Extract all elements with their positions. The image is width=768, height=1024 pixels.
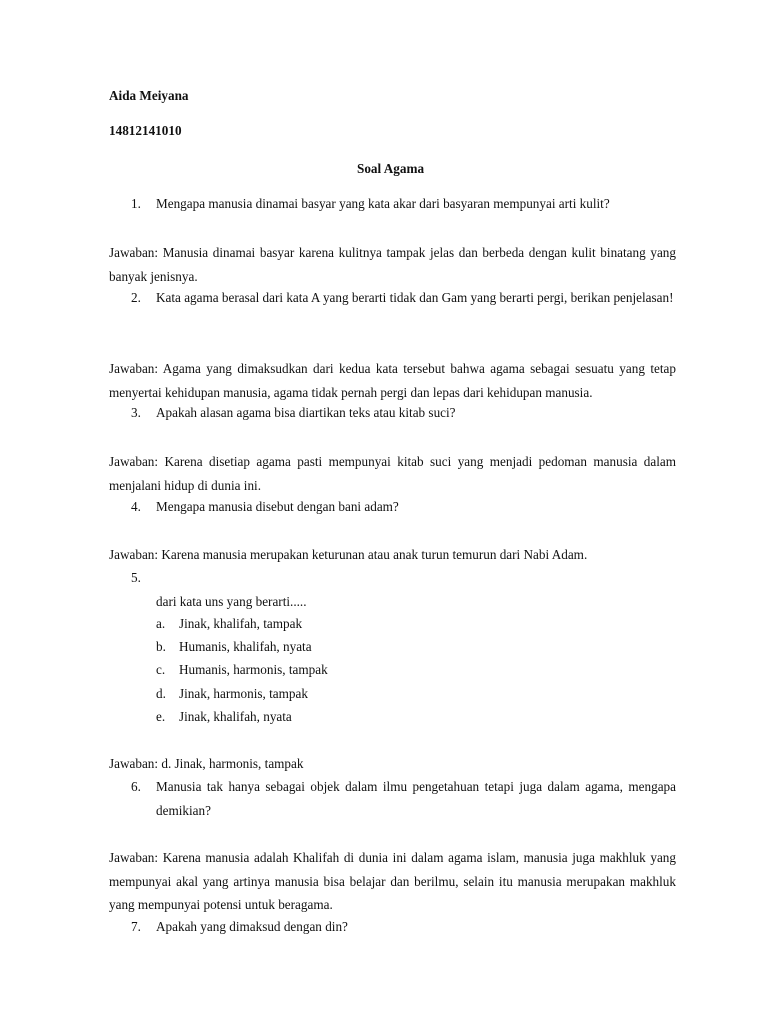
- option-letter-b: b.: [156, 639, 166, 654]
- option-text-c: Humanis, harmonis, tampak: [179, 662, 328, 677]
- answer-1: Jawaban: Manusia dinamai basyar karena kulitnya tampak jelas dan berbeda dengan kulit binatang yang banyak jenisnya.: [109, 245, 676, 284]
- author-name: Aida Meiyana: [109, 88, 189, 103]
- question-number-1: 1.: [131, 196, 141, 211]
- document-title: Soal Agama: [357, 161, 425, 176]
- answer-4: Jawaban: Karena manusia merupakan keturunan atau anak turun temurun dari Nabi Adam.: [109, 547, 588, 563]
- question-number-3: 3.: [131, 405, 141, 420]
- question-1: Mengapa manusia dinamai basyar yang kata akar dari basyaran mempunyai arti kulit?: [156, 196, 610, 211]
- option-text-d: Jinak, harmonis, tampak: [179, 686, 308, 701]
- question-number-6: 6.: [131, 779, 141, 794]
- answer-5: Jawaban: d. Jinak, harmonis, tampak: [109, 756, 304, 772]
- option-letter-c: c.: [156, 662, 166, 677]
- answer-2: Jawaban: Agama yang dimaksudkan dari kedua kata tersebut bahwa agama sebagai sesuatu yang tetap menyertai kehidupan manusia, agama tidak pernah pergi dan lepas dari kehidupan manusia.: [109, 361, 676, 400]
- answer-3: Jawaban: Karena disetiap agama pasti mempunyai kitab suci yang menjadi pedoman manusia dalam menjalani hidup di dunia ini.: [109, 454, 676, 493]
- question-7: Apakah yang dimaksud dengan din?: [156, 919, 348, 934]
- option-letter-a: a.: [156, 616, 166, 631]
- question-4: Mengapa manusia disebut dengan bani adam?: [156, 499, 399, 514]
- student-id: 14812141010: [109, 123, 182, 138]
- option-text-b: Humanis, khalifah, nyata: [179, 639, 312, 654]
- question-2: Kata agama berasal dari kata A yang berarti tidak dan Gam yang berarti pergi, berikan penjelasan!: [156, 290, 674, 305]
- answer-6: Jawaban: Karena manusia adalah Khalifah di dunia ini dalam agama islam, manusia juga makhluk yang mempunyai akal yang artinya manusia bisa belajar dan berilmu, selain itu manusia merupakan makhluk yang mempunyai potensi untuk beragama.: [109, 850, 676, 913]
- option-letter-e: e.: [156, 709, 166, 724]
- option-text-e: Jinak, khalifah, nyata: [179, 709, 292, 724]
- question-3: Apakah alasan agama bisa diartikan teks atau kitab suci?: [156, 405, 456, 420]
- question-number-7: 7.: [131, 919, 141, 934]
- question-number-4: 4.: [131, 499, 141, 514]
- question-6: Manusia tak hanya sebagai objek dalam ilmu pengetahuan tetapi juga dalam agama, mengapa demikian?: [156, 779, 676, 818]
- question-5: dari kata uns yang berarti.....: [156, 594, 307, 609]
- question-number-5: 5.: [131, 570, 141, 585]
- option-letter-d: d.: [156, 686, 166, 701]
- option-text-a: Jinak, khalifah, tampak: [179, 616, 303, 631]
- question-number-2: 2.: [131, 290, 141, 305]
